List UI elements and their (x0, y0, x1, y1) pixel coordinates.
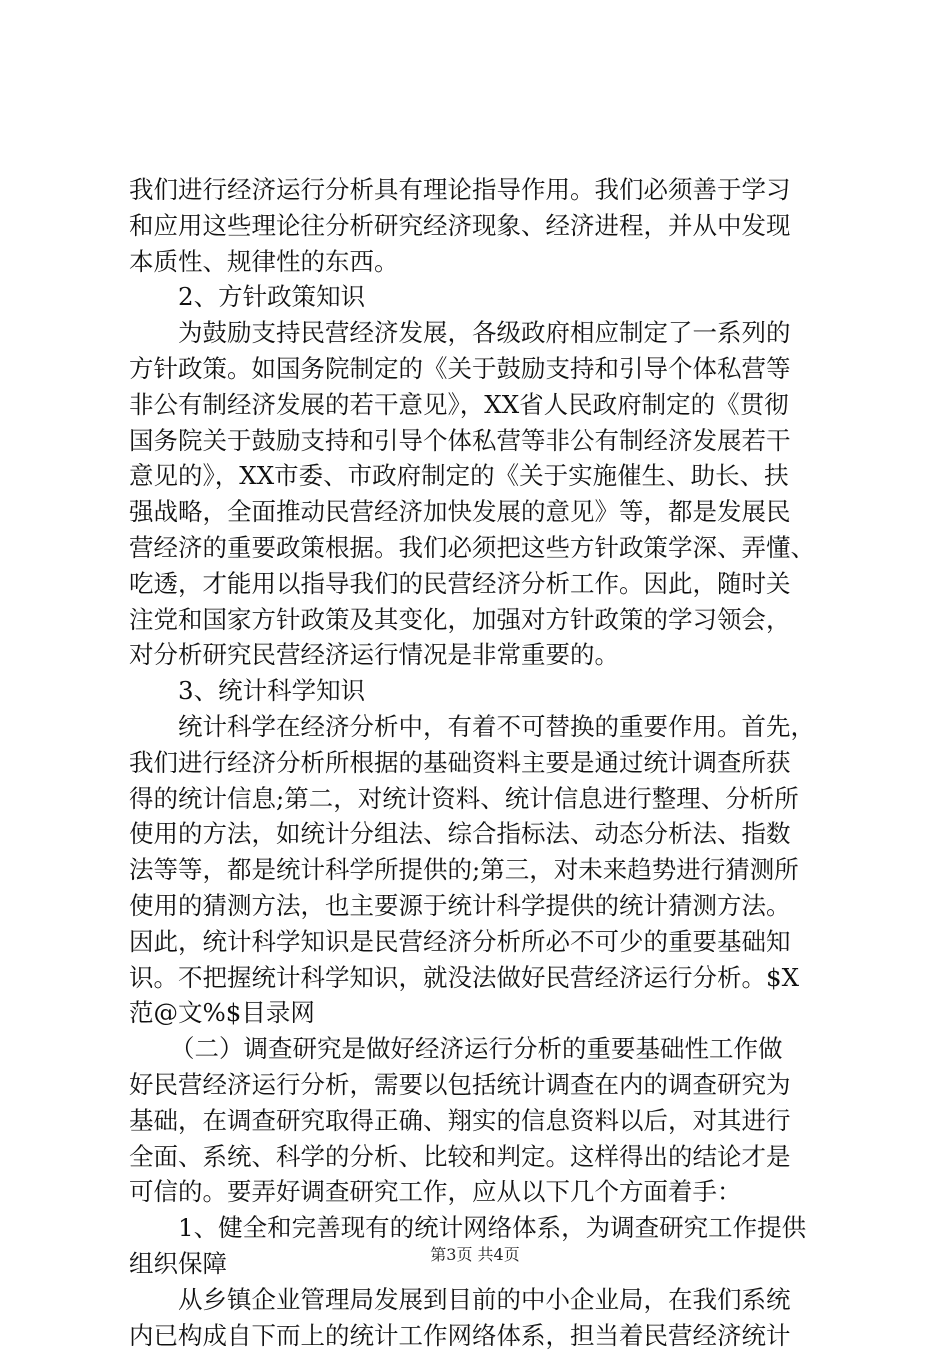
text-line: 本质性、规律性的东西。 (129, 244, 829, 280)
text-line: 全面、系统、科学的分析、比较和判定。这样得出的结论才是 (129, 1139, 829, 1175)
text-line: 强战略，全面推动民营经济加快发展的意见》等，都是发展民 (129, 494, 829, 530)
section-heading: （二）调查研究是做好经济运行分析的重要基础性工作做 (129, 1031, 829, 1067)
text-line: 吃透，才能用以指导我们的民营经济分析工作。因此，随时关 (129, 566, 829, 602)
text-line: 方针政策。如国务院制定的《关于鼓励支持和引导个体私营等 (129, 351, 829, 387)
section-heading: 1、健全和完善现有的统计网络体系，为调查研究工作提供 (129, 1210, 829, 1246)
text-line: 我们进行经济分析所根据的基础资料主要是通过统计调查所获 (129, 745, 829, 781)
text-line: 组织保障 (129, 1246, 829, 1282)
text-line: 使用的方法，如统计分组法、综合指标法、动态分析法、指数 (129, 816, 829, 852)
text-line: 从乡镇企业管理局发展到目前的中小企业局，在我们系统 (129, 1282, 829, 1318)
text-line: 为鼓励支持民营经济发展，各级政府相应制定了一系列的 (129, 315, 829, 351)
text-line: 范@文%$目录网 (129, 995, 829, 1031)
document-body (129, 172, 829, 1353)
text-line: 意见的》，XX市委、市政府制定的《关于实施催生、助长、扶 (129, 458, 829, 494)
section-heading: 3、统计科学知识 (129, 673, 829, 709)
text-line: 营经济的重要政策根据。我们必须把这些方针政策学深、弄懂、 (129, 530, 829, 566)
text-line: 基础，在调查研究取得正确、翔实的信息资料以后，对其进行 (129, 1103, 829, 1139)
text-line: 法等等，都是统计科学所提供的;第三，对未来趋势进行猜测所 (129, 852, 829, 888)
text-line: 注党和国家方针政策及其变化，加强对方针政策的学习领会， (129, 602, 829, 638)
text-line: 和应用这些理论往分析研究经济现象、经济进程，并从中发现 (129, 208, 829, 244)
text-line: 使用的猜测方法，也主要源于统计科学提供的统计猜测方法。 (129, 888, 829, 924)
page-number: 第3页 共4页 (430, 1245, 519, 1264)
section-heading: 2、方针政策知识 (129, 279, 829, 315)
text-line: 可信的。要弄好调查研究工作，应从以下几个方面着手： (129, 1174, 829, 1210)
text-line: 对分析研究民营经济运行情况是非常重要的。 (129, 637, 829, 673)
text-line: 因此，统计科学知识是民营经济分析所必不可少的重要基础知 (129, 924, 829, 960)
text-line: 国务院关于鼓励支持和引导个体私营等非公有制经济发展若干 (129, 423, 829, 459)
text-line: 非公有制经济发展的若干意见》，XX省人民政府制定的《贯彻 (129, 387, 829, 423)
text-line: 内已构成自下而上的统计工作网络体系，担当着民营经济统计 (129, 1318, 829, 1353)
text-line: 好民营经济运行分析，需要以包括统计调查在内的调查研究为 (129, 1067, 829, 1103)
text-line: 我们进行经济运行分析具有理论指导作用。我们必须善于学习 (129, 172, 829, 208)
text-line: 得的统计信息;第二，对统计资料、统计信息进行整理、分析所 (129, 781, 829, 817)
text-line: 统计科学在经济分析中，有着不可替换的重要作用。首先， (129, 709, 829, 745)
page-footer (0, 1244, 950, 1266)
text-line: 识。不把握统计科学知识，就没法做好民营经济运行分析。$X (129, 960, 829, 996)
